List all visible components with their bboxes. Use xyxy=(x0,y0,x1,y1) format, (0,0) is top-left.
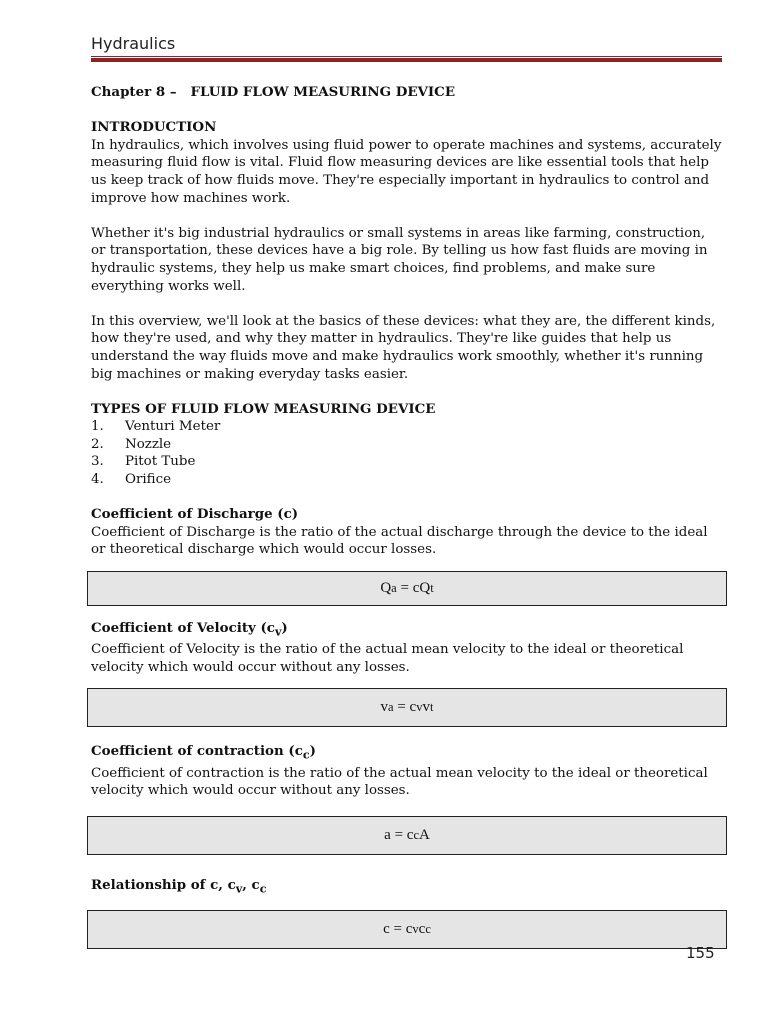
velocity-heading xyxy=(91,620,723,641)
formula-subscript: v xyxy=(416,700,423,715)
page-number: 155 xyxy=(686,944,715,962)
formula-part: = c xyxy=(393,699,417,716)
heading-part: , c xyxy=(242,876,260,893)
list-item-number: 4. xyxy=(91,472,104,488)
list-item xyxy=(91,418,723,436)
formula-part: a = c xyxy=(384,826,414,843)
chapter-heading: Chapter 8 – FLUID FLOW MEASURING DEVICE xyxy=(91,84,456,100)
formula-part: Q xyxy=(380,579,392,596)
discharge-heading: Coefficient of Discharge (c) xyxy=(91,506,299,523)
intro-paragraph-2: Whether it's big industrial hydraulics or small systems in areas like farming, construction, or transportation, these devices have a big role. By telling us how fast fluids are moving in hydraulic systems, they help us make smart choices, find problems, and make sure everything works well. xyxy=(91,225,708,294)
list-item-number: 2. xyxy=(91,436,104,452)
velocity-formula-box xyxy=(87,688,727,727)
intro-paragraph-1: In hydraulics, which involves using fluid power to operate machines and systems, accurately measuring fluid flow is vital. Fluid flow measuring devices are like essential tools that help us keep track of how fluids move. They're especially important in hydraulics to control and improve how machines work. xyxy=(91,137,722,206)
page-header-title: Hydraulics xyxy=(91,34,176,53)
relationship-heading xyxy=(91,877,723,898)
list-item-number: 3. xyxy=(91,454,104,470)
list-item-number: 1. xyxy=(91,419,104,435)
types-heading: TYPES OF FLUID FLOW MEASURING DEVICE xyxy=(91,400,436,417)
discharge-formula-box xyxy=(87,571,727,606)
contraction-heading xyxy=(91,743,723,764)
velocity-text: Coefficient of Velocity is the ratio of the actual mean velocity to the ideal or theoretical velocity which would occur without any losses. xyxy=(91,642,684,675)
formula-subscript: v xyxy=(412,921,419,936)
heading-subscript: v xyxy=(235,882,243,896)
contraction-text: Coefficient of contraction is the ratio of the actual mean velocity to the ideal or theoretical velocity which would occur without any losses. xyxy=(91,765,708,799)
formula-subscript: t xyxy=(430,580,434,595)
list-item xyxy=(91,471,723,489)
heading-part: Coefficient of contraction (c xyxy=(91,743,303,760)
list-item-label: Venturi Meter xyxy=(125,419,221,435)
formula-part: = cQ xyxy=(396,579,431,596)
heading-subscript: c xyxy=(302,749,310,763)
formula-subscript: a xyxy=(388,700,394,715)
heading-subscript: c xyxy=(259,882,267,896)
formula-subscript: a xyxy=(391,580,397,595)
list-item xyxy=(91,453,723,471)
formula-part: c xyxy=(418,920,426,937)
heading-subscript: v xyxy=(274,625,282,639)
formula-subscript: c xyxy=(413,827,419,842)
list-item xyxy=(91,436,723,454)
formula-part: v xyxy=(422,699,430,716)
heading-part: Coefficient of Velocity (c xyxy=(91,620,275,637)
formula-part: c = c xyxy=(383,920,413,937)
heading-part: ) xyxy=(281,620,288,637)
header-rule-thick xyxy=(91,58,722,62)
contraction-formula-box xyxy=(87,816,727,855)
intro-paragraph-3: In this overview, we'll look at the basics of these devices: what they are, the different kinds, how they're used, and why they matter in hydraulics. They're like guides that help us understand the way fluids move and make hydraulics work smoothly, whether it's running big machines or making everyday tasks easier. xyxy=(91,313,716,382)
list-item-label: Pitot Tube xyxy=(125,454,196,470)
formula-part: v xyxy=(380,699,389,716)
header-rule-thin xyxy=(91,56,722,57)
types-list xyxy=(91,418,723,488)
heading-part: ) xyxy=(309,743,317,760)
list-item-label: Orifice xyxy=(125,472,172,488)
intro-heading: INTRODUCTION xyxy=(91,119,217,136)
list-item-label: Nozzle xyxy=(125,436,172,452)
relationship-formula-box xyxy=(87,910,727,949)
formula-subscript: c xyxy=(425,921,431,936)
formula-part: A xyxy=(419,826,430,843)
formula-subscript: t xyxy=(429,700,434,715)
page-content xyxy=(91,84,723,949)
discharge-text: Coefficient of Discharge is the ratio of the actual discharge through the device to the ideal or theoretical discharge which would occur losses. xyxy=(91,524,708,558)
heading-part: Relationship of c, c xyxy=(91,876,236,893)
